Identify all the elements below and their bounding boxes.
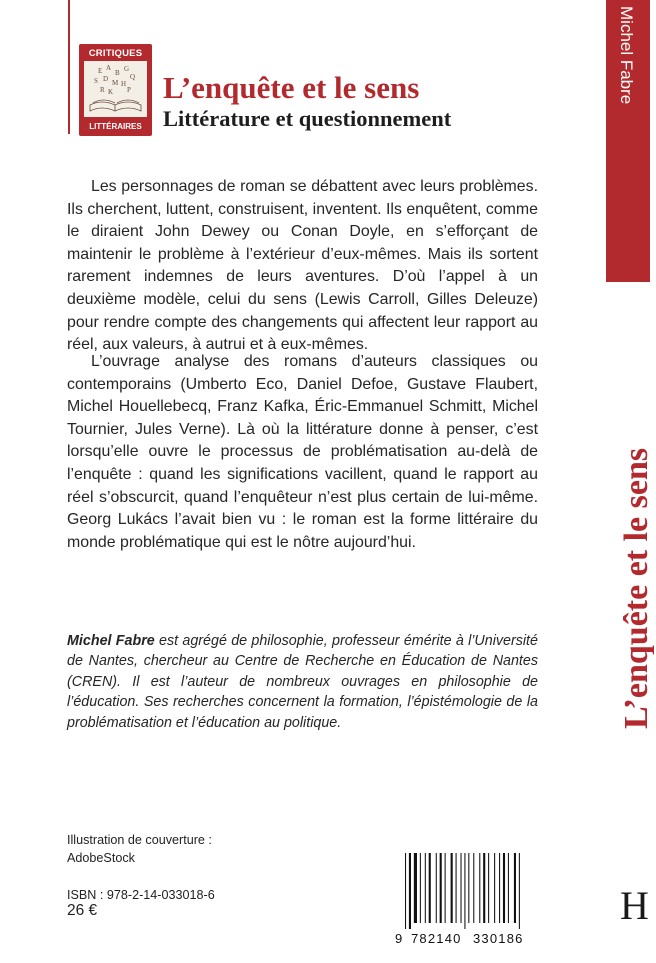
barcode-bar (436, 853, 437, 923)
illustration-credit (67, 831, 212, 867)
svg-text:D: D (103, 75, 109, 83)
barcode-bar (425, 853, 426, 923)
blurb-paragraph-2 (67, 351, 538, 554)
illustration-source: AdobeStock (67, 851, 135, 865)
barcode-bar (464, 853, 465, 929)
spine-author: Michel Fabre (617, 6, 636, 105)
blurb-paragraph-1 (67, 176, 538, 357)
price: 26 € (67, 902, 98, 919)
barcode-bar (503, 853, 505, 923)
barcode-bar (440, 853, 442, 923)
svg-text:S: S (94, 77, 98, 85)
isbn: ISBN : 978-2-14-033018-6 (67, 888, 215, 902)
open-book-icon (84, 61, 147, 117)
svg-text:G: G (124, 65, 130, 73)
svg-text:E: E (98, 67, 103, 75)
barcode-bar (514, 853, 516, 923)
barcode-bar (445, 853, 446, 923)
logo-top-label: CRITIQUES (88, 48, 143, 59)
barcode-bar (483, 853, 485, 923)
spine-author-block (606, 0, 650, 282)
collection-logo (79, 44, 152, 136)
barcode-bar (405, 853, 406, 929)
barcode-bar (473, 853, 474, 923)
book-title: L’enquête et le sens (163, 70, 420, 105)
barcode-bar (451, 853, 453, 923)
barcode-digits-left: 782140 (411, 931, 462, 946)
book-subtitle: Littérature et questionnement (163, 106, 452, 131)
barcode-bar (414, 853, 417, 923)
svg-text:H: H (121, 80, 127, 88)
barcode (395, 853, 533, 950)
barcode-bar (429, 853, 431, 923)
barcode-bar (494, 853, 495, 923)
barcode-bar (508, 853, 509, 923)
barcode-digit-first: 9 (395, 931, 403, 946)
publisher-logo: H (620, 883, 649, 928)
barcode-bar (409, 853, 411, 929)
barcode-bar (461, 853, 462, 923)
barcode-bar (420, 853, 421, 923)
barcode-digits-right: 330186 (473, 931, 524, 946)
barcode-bar (456, 853, 457, 923)
spine-title-block (604, 439, 655, 729)
barcode-bar (499, 853, 500, 923)
svg-text:M: M (112, 79, 119, 87)
barcode-bar (479, 853, 480, 923)
svg-text:R: R (100, 86, 105, 94)
svg-text:P: P (127, 86, 131, 94)
spine-title: L’enquête et le sens (618, 447, 655, 729)
blurb-paragraph-2-text: L’ouvrage analyse des romans d’auteurs classiques ou contemporains (Umberto Eco, Daniel Defoe, Gustave Flaubert, Michel Houellebecq, Franz Kafka, Éric-Emmanuel Schmitt, Michel Tournier, Jules Verne). Là où la littérature donne à penser, c’est lorsqu’elle ouvre le processus de problématisation au-delà de l’enquête : quand les significations vacillent, quand le rapport au réel s’obscurcit, quand l’enquêteur n’est plus certain de lui-même. Georg Lukács l’avait bien vu : le roman est la forme littéraire du monde problématique qui est le nôtre aujourd’hui. (67, 353, 538, 551)
svg-text:Q: Q (130, 73, 136, 81)
blurb-paragraph-1-text: Les personnages de roman se débattent avec leurs problèmes. Ils cherchent, luttent, construisent, inventent. Ils enquêtent, comme le diraient John Dewey ou Conan Doyle, en s’efforçant de maintenir le problème à l’extérieur d’eux-mêmes. Mais ils sortent rarement indemnes de leurs aventures. D’où l’appel à un deuxième modèle, celui du sens (Lewis Carroll, Gilles Deleuze) pour rendre compte des changements qui affectent leur rapport au réel, aux valeurs, à autrui et à eux-mêmes. (67, 178, 538, 354)
logo-illustration (84, 61, 147, 117)
barcode-bar (468, 853, 469, 923)
author-bio (67, 631, 538, 733)
barcode-bar (488, 853, 489, 923)
logo-bottom-label: LITTÉRAIRES (89, 122, 142, 131)
barcode-bar (519, 853, 520, 929)
illustration-label: Illustration de couverture : (67, 833, 212, 847)
bio-author-name: Michel Fabre (67, 633, 155, 649)
svg-text:B: B (115, 69, 120, 77)
barcode-bars (405, 853, 533, 929)
svg-text:K: K (108, 88, 114, 96)
svg-text:A: A (106, 64, 112, 72)
left-decorative-rule (68, 0, 70, 134)
bio-text: est agrégé de philosophie, professeur émérite à l’Université de Nantes, chercheur au Centre de Recherche en Éducation de Nantes (CREN). Il est l’auteur de nombreux ouvrages en philosophie de l’éducation. Ses recherches concernent la formation, l’épistémologie de la problématisation et l’éducation au politique. (67, 633, 538, 731)
